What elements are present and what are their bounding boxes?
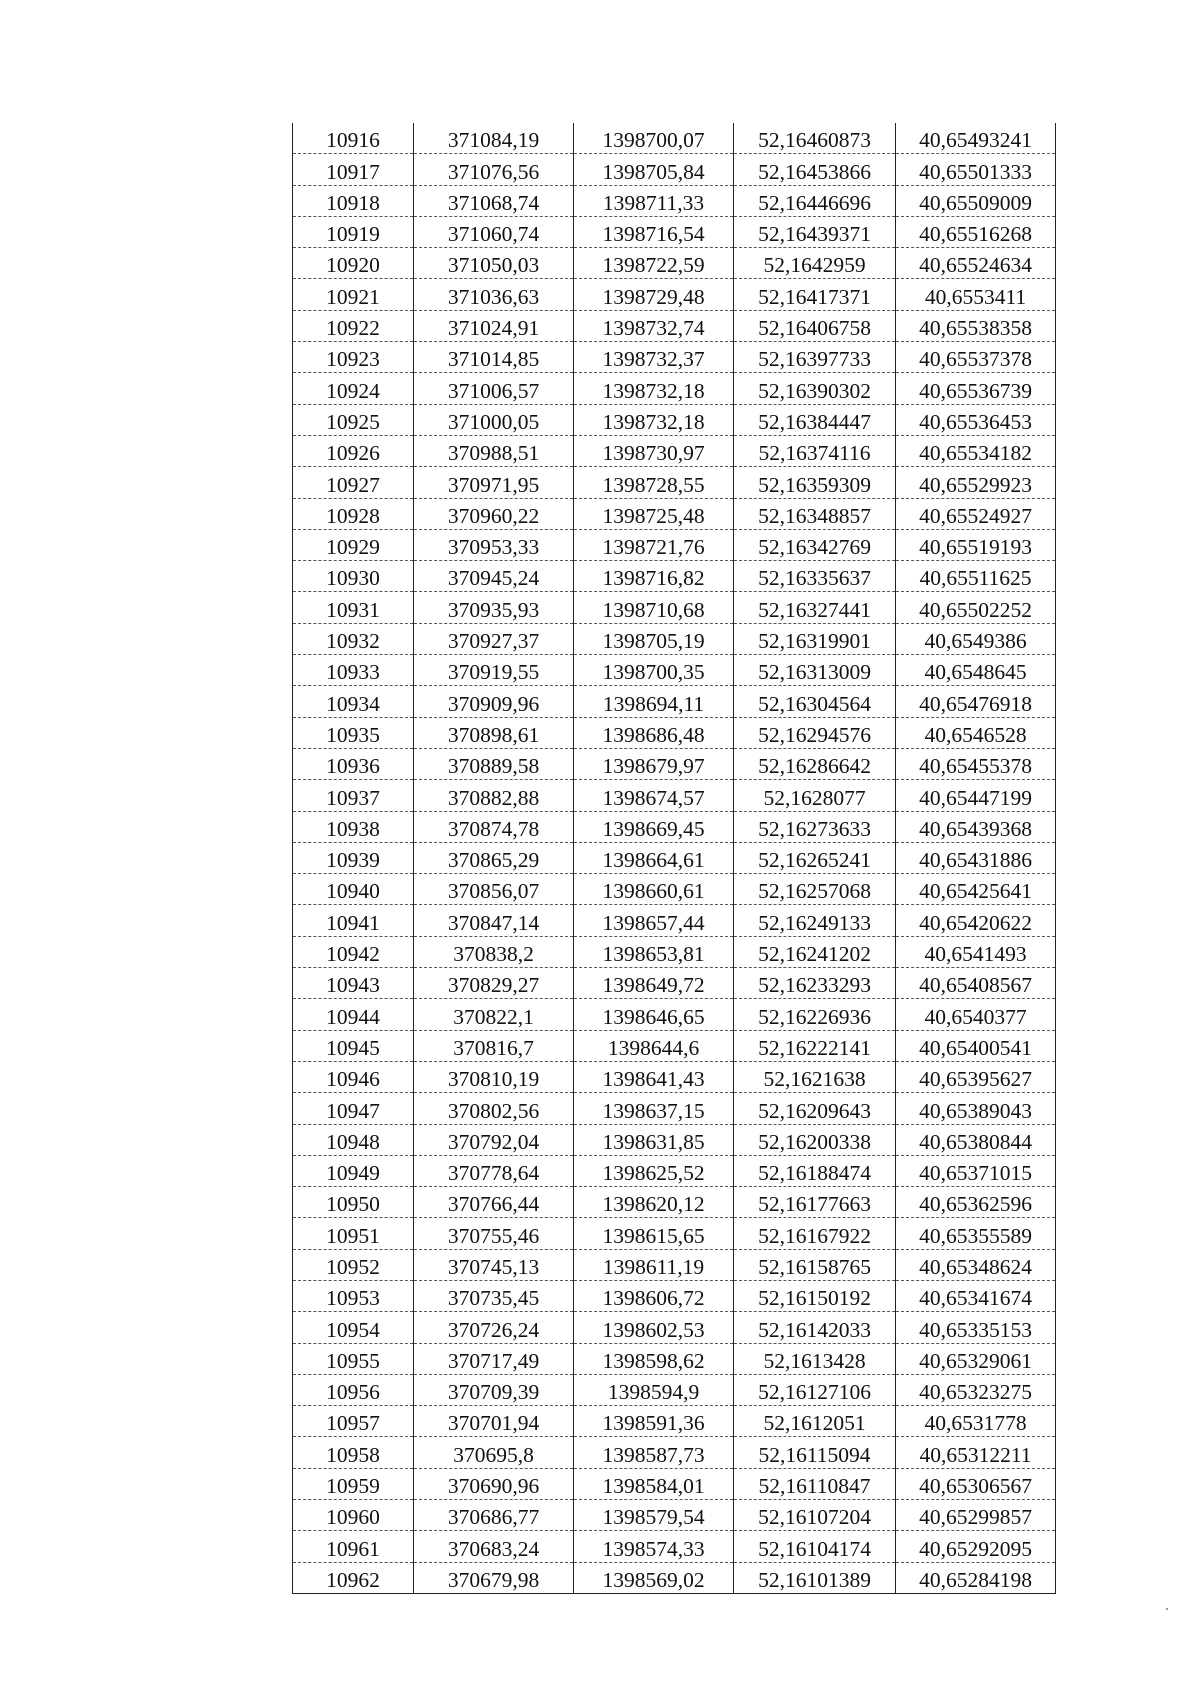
x-coordinate-cell: 370838,2 xyxy=(414,936,574,967)
y-coordinate-cell: 1398721,76 xyxy=(574,529,734,560)
y-coordinate-cell: 1398730,97 xyxy=(574,435,734,466)
point-number-cell: 10944 xyxy=(293,999,414,1030)
longitude-cell: 40,65447199 xyxy=(896,780,1056,811)
point-number-cell: 10950 xyxy=(293,1187,414,1218)
x-coordinate-cell: 370889,58 xyxy=(414,748,574,779)
y-coordinate-cell: 1398729,48 xyxy=(574,279,734,310)
latitude-cell: 52,16359309 xyxy=(734,467,896,498)
latitude-cell: 52,16249133 xyxy=(734,905,896,936)
longitude-cell: 40,65408567 xyxy=(896,968,1056,999)
latitude-cell: 52,16107204 xyxy=(734,1500,896,1531)
table-row xyxy=(293,1374,1056,1405)
table-row xyxy=(293,185,1056,216)
x-coordinate-cell: 371024,91 xyxy=(414,310,574,341)
x-coordinate-cell: 370745,13 xyxy=(414,1249,574,1280)
point-number-cell: 10916 xyxy=(293,123,414,154)
point-number-cell: 10921 xyxy=(293,279,414,310)
table-row xyxy=(293,1468,1056,1499)
latitude-cell: 52,1628077 xyxy=(734,780,896,811)
longitude-cell: 40,65400541 xyxy=(896,1030,1056,1061)
table-row xyxy=(293,248,1056,279)
y-coordinate-cell: 1398594,9 xyxy=(574,1374,734,1405)
point-number-cell: 10936 xyxy=(293,748,414,779)
table-row xyxy=(293,279,1056,310)
table-row xyxy=(293,905,1056,936)
x-coordinate-cell: 370988,51 xyxy=(414,435,574,466)
table-row xyxy=(293,467,1056,498)
y-coordinate-cell: 1398625,52 xyxy=(574,1155,734,1186)
longitude-cell: 40,65538358 xyxy=(896,310,1056,341)
point-number-cell: 10927 xyxy=(293,467,414,498)
longitude-cell: 40,65455378 xyxy=(896,748,1056,779)
y-coordinate-cell: 1398637,15 xyxy=(574,1093,734,1124)
table-row xyxy=(293,561,1056,592)
y-coordinate-cell: 1398657,44 xyxy=(574,905,734,936)
latitude-cell: 52,16177663 xyxy=(734,1187,896,1218)
scan-speck xyxy=(1166,1608,1168,1610)
table-row xyxy=(293,842,1056,873)
table-row xyxy=(293,999,1056,1030)
longitude-cell: 40,65537378 xyxy=(896,342,1056,373)
point-number-cell: 10946 xyxy=(293,1061,414,1092)
longitude-cell: 40,6541493 xyxy=(896,936,1056,967)
longitude-cell: 40,65335153 xyxy=(896,1312,1056,1343)
longitude-cell: 40,65329061 xyxy=(896,1343,1056,1374)
x-coordinate-cell: 370935,93 xyxy=(414,592,574,623)
point-number-cell: 10939 xyxy=(293,842,414,873)
longitude-cell: 40,65380844 xyxy=(896,1124,1056,1155)
latitude-cell: 52,16460873 xyxy=(734,123,896,154)
y-coordinate-cell: 1398674,57 xyxy=(574,780,734,811)
table-row xyxy=(293,154,1056,185)
longitude-cell: 40,65284198 xyxy=(896,1562,1056,1593)
point-number-cell: 10918 xyxy=(293,185,414,216)
point-number-cell: 10920 xyxy=(293,248,414,279)
y-coordinate-cell: 1398732,18 xyxy=(574,373,734,404)
x-coordinate-cell: 370690,96 xyxy=(414,1468,574,1499)
point-number-cell: 10959 xyxy=(293,1468,414,1499)
point-number-cell: 10923 xyxy=(293,342,414,373)
longitude-cell: 40,65389043 xyxy=(896,1093,1056,1124)
latitude-cell: 52,16265241 xyxy=(734,842,896,873)
table-row xyxy=(293,1437,1056,1468)
longitude-cell: 40,65524927 xyxy=(896,498,1056,529)
longitude-cell: 40,65493241 xyxy=(896,123,1056,154)
x-coordinate-cell: 371084,19 xyxy=(414,123,574,154)
table-row xyxy=(293,1280,1056,1311)
y-coordinate-cell: 1398644,6 xyxy=(574,1030,734,1061)
point-number-cell: 10953 xyxy=(293,1280,414,1311)
point-number-cell: 10943 xyxy=(293,968,414,999)
point-number-cell: 10947 xyxy=(293,1093,414,1124)
longitude-cell: 40,65529923 xyxy=(896,467,1056,498)
y-coordinate-cell: 1398732,74 xyxy=(574,310,734,341)
longitude-cell: 40,65292095 xyxy=(896,1531,1056,1562)
latitude-cell: 52,16115094 xyxy=(734,1437,896,1468)
table-row xyxy=(293,373,1056,404)
latitude-cell: 52,16142033 xyxy=(734,1312,896,1343)
longitude-cell: 40,6546528 xyxy=(896,717,1056,748)
latitude-cell: 52,16273633 xyxy=(734,811,896,842)
y-coordinate-cell: 1398669,45 xyxy=(574,811,734,842)
point-number-cell: 10928 xyxy=(293,498,414,529)
x-coordinate-cell: 370919,55 xyxy=(414,655,574,686)
longitude-cell: 40,65501333 xyxy=(896,154,1056,185)
y-coordinate-cell: 1398711,33 xyxy=(574,185,734,216)
x-coordinate-cell: 370865,29 xyxy=(414,842,574,873)
point-number-cell: 10925 xyxy=(293,404,414,435)
table-row xyxy=(293,1343,1056,1374)
point-number-cell: 10957 xyxy=(293,1406,414,1437)
longitude-cell: 40,65371015 xyxy=(896,1155,1056,1186)
y-coordinate-cell: 1398679,97 xyxy=(574,748,734,779)
latitude-cell: 52,1642959 xyxy=(734,248,896,279)
table-row xyxy=(293,1249,1056,1280)
y-coordinate-cell: 1398631,85 xyxy=(574,1124,734,1155)
latitude-cell: 52,16104174 xyxy=(734,1531,896,1562)
y-coordinate-cell: 1398569,02 xyxy=(574,1562,734,1593)
table-row xyxy=(293,592,1056,623)
y-coordinate-cell: 1398700,07 xyxy=(574,123,734,154)
longitude-cell: 40,65536453 xyxy=(896,404,1056,435)
longitude-cell: 40,65341674 xyxy=(896,1280,1056,1311)
point-number-cell: 10958 xyxy=(293,1437,414,1468)
latitude-cell: 52,16200338 xyxy=(734,1124,896,1155)
point-number-cell: 10935 xyxy=(293,717,414,748)
y-coordinate-cell: 1398705,84 xyxy=(574,154,734,185)
table-row xyxy=(293,936,1056,967)
table-row xyxy=(293,780,1056,811)
point-number-cell: 10954 xyxy=(293,1312,414,1343)
x-coordinate-cell: 370778,64 xyxy=(414,1155,574,1186)
x-coordinate-cell: 370679,98 xyxy=(414,1562,574,1593)
x-coordinate-cell: 370717,49 xyxy=(414,1343,574,1374)
point-number-cell: 10942 xyxy=(293,936,414,967)
longitude-cell: 40,65524634 xyxy=(896,248,1056,279)
y-coordinate-cell: 1398728,55 xyxy=(574,467,734,498)
latitude-cell: 52,1621638 xyxy=(734,1061,896,1092)
latitude-cell: 52,16188474 xyxy=(734,1155,896,1186)
longitude-cell: 40,65519193 xyxy=(896,529,1056,560)
point-number-cell: 10932 xyxy=(293,623,414,654)
y-coordinate-cell: 1398732,37 xyxy=(574,342,734,373)
point-number-cell: 10956 xyxy=(293,1374,414,1405)
y-coordinate-cell: 1398716,54 xyxy=(574,216,734,247)
x-coordinate-cell: 370882,88 xyxy=(414,780,574,811)
longitude-cell: 40,6531778 xyxy=(896,1406,1056,1437)
longitude-cell: 40,65534182 xyxy=(896,435,1056,466)
latitude-cell: 52,16110847 xyxy=(734,1468,896,1499)
latitude-cell: 52,16127106 xyxy=(734,1374,896,1405)
point-number-cell: 10929 xyxy=(293,529,414,560)
x-coordinate-cell: 370726,24 xyxy=(414,1312,574,1343)
x-coordinate-cell: 371006,57 xyxy=(414,373,574,404)
x-coordinate-cell: 370945,24 xyxy=(414,561,574,592)
y-coordinate-cell: 1398660,61 xyxy=(574,874,734,905)
x-coordinate-cell: 371050,03 xyxy=(414,248,574,279)
point-number-cell: 10937 xyxy=(293,780,414,811)
x-coordinate-cell: 370816,7 xyxy=(414,1030,574,1061)
longitude-cell: 40,65425641 xyxy=(896,874,1056,905)
table-row xyxy=(293,1187,1056,1218)
longitude-cell: 40,6553411 xyxy=(896,279,1056,310)
x-coordinate-cell: 371036,63 xyxy=(414,279,574,310)
table-row xyxy=(293,1218,1056,1249)
table-row xyxy=(293,310,1056,341)
y-coordinate-cell: 1398584,01 xyxy=(574,1468,734,1499)
latitude-cell: 52,16453866 xyxy=(734,154,896,185)
x-coordinate-cell: 371068,74 xyxy=(414,185,574,216)
latitude-cell: 52,16222141 xyxy=(734,1030,896,1061)
x-coordinate-cell: 370874,78 xyxy=(414,811,574,842)
x-coordinate-cell: 370829,27 xyxy=(414,968,574,999)
table-row xyxy=(293,968,1056,999)
table-row xyxy=(293,216,1056,247)
longitude-cell: 40,65323275 xyxy=(896,1374,1056,1405)
longitude-cell: 40,65476918 xyxy=(896,686,1056,717)
y-coordinate-cell: 1398611,19 xyxy=(574,1249,734,1280)
table-row xyxy=(293,342,1056,373)
x-coordinate-cell: 370960,22 xyxy=(414,498,574,529)
table-row xyxy=(293,686,1056,717)
longitude-cell: 40,65431886 xyxy=(896,842,1056,873)
y-coordinate-cell: 1398598,62 xyxy=(574,1343,734,1374)
x-coordinate-cell: 370766,44 xyxy=(414,1187,574,1218)
point-number-cell: 10924 xyxy=(293,373,414,404)
table-row xyxy=(293,1406,1056,1437)
latitude-cell: 52,16406758 xyxy=(734,310,896,341)
y-coordinate-cell: 1398694,11 xyxy=(574,686,734,717)
point-number-cell: 10919 xyxy=(293,216,414,247)
point-number-cell: 10933 xyxy=(293,655,414,686)
latitude-cell: 52,1613428 xyxy=(734,1343,896,1374)
latitude-cell: 52,16150192 xyxy=(734,1280,896,1311)
table-row xyxy=(293,123,1056,154)
table-row xyxy=(293,874,1056,905)
y-coordinate-cell: 1398732,18 xyxy=(574,404,734,435)
point-number-cell: 10951 xyxy=(293,1218,414,1249)
y-coordinate-cell: 1398591,36 xyxy=(574,1406,734,1437)
x-coordinate-cell: 370927,37 xyxy=(414,623,574,654)
longitude-cell: 40,65306567 xyxy=(896,1468,1056,1499)
point-number-cell: 10941 xyxy=(293,905,414,936)
x-coordinate-cell: 370701,94 xyxy=(414,1406,574,1437)
y-coordinate-cell: 1398646,65 xyxy=(574,999,734,1030)
x-coordinate-cell: 370822,1 xyxy=(414,999,574,1030)
x-coordinate-cell: 370810,19 xyxy=(414,1061,574,1092)
longitude-cell: 40,65536739 xyxy=(896,373,1056,404)
point-number-cell: 10926 xyxy=(293,435,414,466)
y-coordinate-cell: 1398653,81 xyxy=(574,936,734,967)
longitude-cell: 40,65312211 xyxy=(896,1437,1056,1468)
table-row xyxy=(293,748,1056,779)
y-coordinate-cell: 1398686,48 xyxy=(574,717,734,748)
latitude-cell: 52,16209643 xyxy=(734,1093,896,1124)
latitude-cell: 52,16384447 xyxy=(734,404,896,435)
x-coordinate-cell: 370755,46 xyxy=(414,1218,574,1249)
y-coordinate-cell: 1398649,72 xyxy=(574,968,734,999)
x-coordinate-cell: 370847,14 xyxy=(414,905,574,936)
latitude-cell: 52,16348857 xyxy=(734,498,896,529)
table-row xyxy=(293,623,1056,654)
latitude-cell: 52,16313009 xyxy=(734,655,896,686)
table-row xyxy=(293,1312,1056,1343)
latitude-cell: 52,16158765 xyxy=(734,1249,896,1280)
coordinates-table xyxy=(292,123,1056,1594)
point-number-cell: 10962 xyxy=(293,1562,414,1593)
y-coordinate-cell: 1398705,19 xyxy=(574,623,734,654)
x-coordinate-cell: 370898,61 xyxy=(414,717,574,748)
latitude-cell: 52,16446696 xyxy=(734,185,896,216)
x-coordinate-cell: 371076,56 xyxy=(414,154,574,185)
latitude-cell: 52,16397733 xyxy=(734,342,896,373)
point-number-cell: 10955 xyxy=(293,1343,414,1374)
point-number-cell: 10931 xyxy=(293,592,414,623)
longitude-cell: 40,65299857 xyxy=(896,1500,1056,1531)
latitude-cell: 52,1612051 xyxy=(734,1406,896,1437)
point-number-cell: 10938 xyxy=(293,811,414,842)
latitude-cell: 52,16335637 xyxy=(734,561,896,592)
y-coordinate-cell: 1398700,35 xyxy=(574,655,734,686)
x-coordinate-cell: 370802,56 xyxy=(414,1093,574,1124)
table-row xyxy=(293,1562,1056,1593)
x-coordinate-cell: 370686,77 xyxy=(414,1500,574,1531)
point-number-cell: 10940 xyxy=(293,874,414,905)
latitude-cell: 52,16417371 xyxy=(734,279,896,310)
y-coordinate-cell: 1398710,68 xyxy=(574,592,734,623)
longitude-cell: 40,65362596 xyxy=(896,1187,1056,1218)
latitude-cell: 52,16226936 xyxy=(734,999,896,1030)
y-coordinate-cell: 1398722,59 xyxy=(574,248,734,279)
longitude-cell: 40,65511625 xyxy=(896,561,1056,592)
latitude-cell: 52,16319901 xyxy=(734,623,896,654)
latitude-cell: 52,16294576 xyxy=(734,717,896,748)
table-row xyxy=(293,1124,1056,1155)
table-row xyxy=(293,1030,1056,1061)
latitude-cell: 52,16342769 xyxy=(734,529,896,560)
y-coordinate-cell: 1398602,53 xyxy=(574,1312,734,1343)
latitude-cell: 52,16167922 xyxy=(734,1218,896,1249)
point-number-cell: 10922 xyxy=(293,310,414,341)
table-row xyxy=(293,1500,1056,1531)
y-coordinate-cell: 1398587,73 xyxy=(574,1437,734,1468)
table-row xyxy=(293,498,1056,529)
x-coordinate-cell: 370735,45 xyxy=(414,1280,574,1311)
table-row xyxy=(293,655,1056,686)
table-row xyxy=(293,717,1056,748)
latitude-cell: 52,16101389 xyxy=(734,1562,896,1593)
x-coordinate-cell: 371000,05 xyxy=(414,404,574,435)
y-coordinate-cell: 1398615,65 xyxy=(574,1218,734,1249)
longitude-cell: 40,6540377 xyxy=(896,999,1056,1030)
longitude-cell: 40,65355589 xyxy=(896,1218,1056,1249)
point-number-cell: 10960 xyxy=(293,1500,414,1531)
y-coordinate-cell: 1398574,33 xyxy=(574,1531,734,1562)
point-number-cell: 10917 xyxy=(293,154,414,185)
longitude-cell: 40,6549386 xyxy=(896,623,1056,654)
y-coordinate-cell: 1398664,61 xyxy=(574,842,734,873)
latitude-cell: 52,16390302 xyxy=(734,373,896,404)
x-coordinate-cell: 371060,74 xyxy=(414,216,574,247)
x-coordinate-cell: 370856,07 xyxy=(414,874,574,905)
table-row xyxy=(293,1093,1056,1124)
longitude-cell: 40,65516268 xyxy=(896,216,1056,247)
latitude-cell: 52,16304564 xyxy=(734,686,896,717)
point-number-cell: 10930 xyxy=(293,561,414,592)
latitude-cell: 52,16374116 xyxy=(734,435,896,466)
table-row xyxy=(293,435,1056,466)
y-coordinate-cell: 1398579,54 xyxy=(574,1500,734,1531)
point-number-cell: 10945 xyxy=(293,1030,414,1061)
y-coordinate-cell: 1398606,72 xyxy=(574,1280,734,1311)
longitude-cell: 40,6548645 xyxy=(896,655,1056,686)
latitude-cell: 52,16286642 xyxy=(734,748,896,779)
y-coordinate-cell: 1398716,82 xyxy=(574,561,734,592)
latitude-cell: 52,16233293 xyxy=(734,968,896,999)
x-coordinate-cell: 371014,85 xyxy=(414,342,574,373)
x-coordinate-cell: 370709,39 xyxy=(414,1374,574,1405)
x-coordinate-cell: 370909,96 xyxy=(414,686,574,717)
coordinates-table-body xyxy=(293,123,1056,1593)
table-row xyxy=(293,1155,1056,1186)
latitude-cell: 52,16327441 xyxy=(734,592,896,623)
longitude-cell: 40,65420622 xyxy=(896,905,1056,936)
x-coordinate-cell: 370683,24 xyxy=(414,1531,574,1562)
x-coordinate-cell: 370695,8 xyxy=(414,1437,574,1468)
table-row xyxy=(293,404,1056,435)
longitude-cell: 40,65348624 xyxy=(896,1249,1056,1280)
latitude-cell: 52,16241202 xyxy=(734,936,896,967)
latitude-cell: 52,16439371 xyxy=(734,216,896,247)
x-coordinate-cell: 370971,95 xyxy=(414,467,574,498)
longitude-cell: 40,65395627 xyxy=(896,1061,1056,1092)
x-coordinate-cell: 370792,04 xyxy=(414,1124,574,1155)
table-row xyxy=(293,1061,1056,1092)
point-number-cell: 10961 xyxy=(293,1531,414,1562)
table-row xyxy=(293,1531,1056,1562)
point-number-cell: 10949 xyxy=(293,1155,414,1186)
point-number-cell: 10952 xyxy=(293,1249,414,1280)
latitude-cell: 52,16257068 xyxy=(734,874,896,905)
longitude-cell: 40,65502252 xyxy=(896,592,1056,623)
point-number-cell: 10948 xyxy=(293,1124,414,1155)
y-coordinate-cell: 1398641,43 xyxy=(574,1061,734,1092)
y-coordinate-cell: 1398725,48 xyxy=(574,498,734,529)
table-row xyxy=(293,529,1056,560)
x-coordinate-cell: 370953,33 xyxy=(414,529,574,560)
point-number-cell: 10934 xyxy=(293,686,414,717)
longitude-cell: 40,65439368 xyxy=(896,811,1056,842)
y-coordinate-cell: 1398620,12 xyxy=(574,1187,734,1218)
longitude-cell: 40,65509009 xyxy=(896,185,1056,216)
table-row xyxy=(293,811,1056,842)
